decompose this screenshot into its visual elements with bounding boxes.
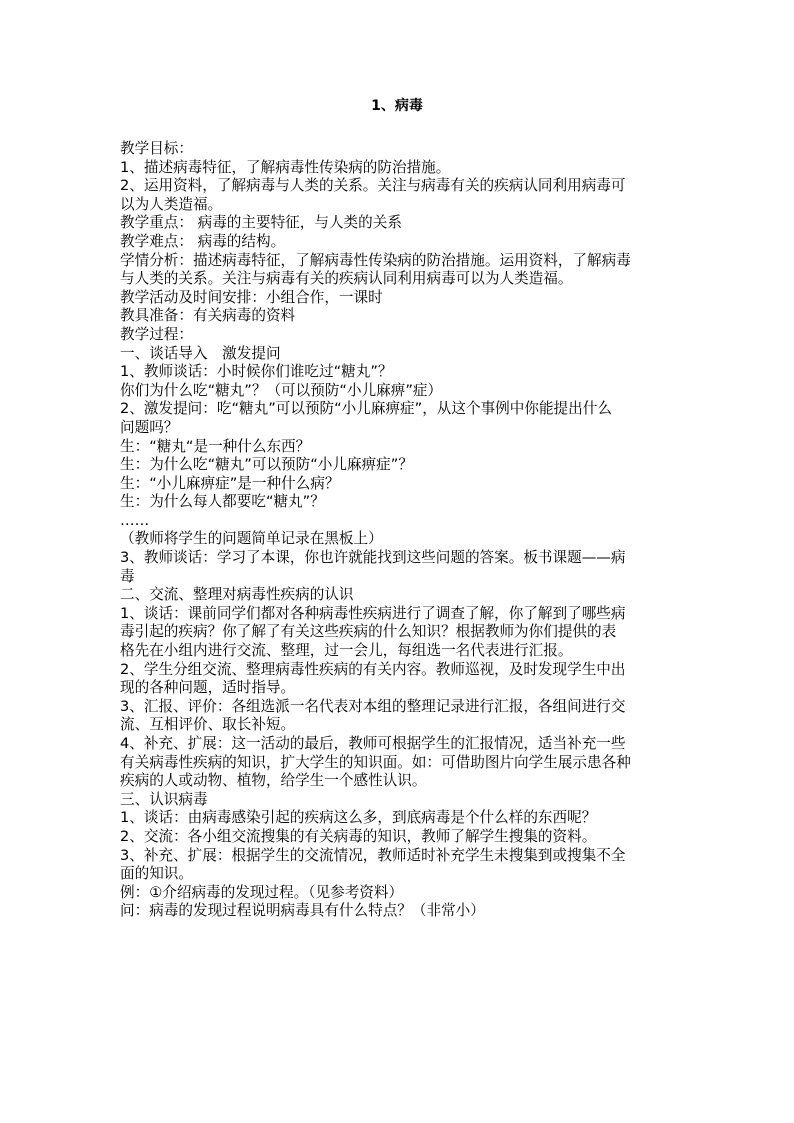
text-line: 2、激发提问：吃“糖丸”可以预防“小儿麻痹症”，从这个事例中你能提出什么 <box>120 400 612 418</box>
text-line: 生：为什么每人都要吃“糖丸”？ <box>120 493 325 511</box>
text-line: 流、互相评价、取长补短。 <box>120 716 296 734</box>
text-line: 2、运用资料，了解病毒与人类的关系。关注与病毒有关的疾病认同利用病毒可 <box>120 177 626 195</box>
text-line: 1、谈话：由病毒感染引起的疾病这么多，到底病毒是个什么样的东西呢？ <box>120 809 597 827</box>
text-line: 学情分析：描述病毒特征，了解病毒性传染病的防治措施。运用资料，了解病毒 <box>120 251 631 269</box>
text-line: 疾病的人或动物、植物，给学生一个感性认识。 <box>120 772 427 790</box>
text-line: 1、谈话：课前同学们都对各种病毒性疾病进行了调查了解，你了解到了哪些病 <box>120 604 626 622</box>
text-line: 教学活动及时间安排：小组合作，一课时 <box>120 288 383 306</box>
text-line: 有关病毒性疾病的知识，扩大学生的知识面。如：可借助图片向学生展示患各种 <box>120 753 631 771</box>
text-line: 2、交流：各小组交流搜集的有关病毒的知识，教师了解学生搜集的资料。 <box>120 827 597 845</box>
text-line: 问：病毒的发现过程说明病毒具有什么特点？（非常小） <box>120 902 485 920</box>
text-line: 问题吗？ <box>120 418 179 436</box>
document-body <box>120 140 680 921</box>
text-line: 你们为什么吃“糖丸”？（可以预防“小儿麻痹”症） <box>120 381 443 399</box>
text-line: …… <box>120 511 150 529</box>
text-line: 与人类的关系。关注与病毒有关的疾病认同利用病毒可以为人类造福。 <box>120 270 573 288</box>
text-line: 生：“糖丸“是一种什么东西？ <box>120 437 311 455</box>
text-line: 教学难点： 病毒的结构。 <box>120 232 286 250</box>
text-line: 教学过程： <box>120 325 193 343</box>
text-line: 生：为什么吃“糖丸”可以预防“小儿麻痹症”？ <box>120 456 413 474</box>
text-line: 面的知识。 <box>120 865 193 883</box>
text-line: 一、谈话导入 激发提问 <box>120 344 281 362</box>
text-line: 4、补充、扩展：这一活动的最后，教师可根据学生的汇报情况，适当补充一些 <box>120 735 626 752</box>
text-line: 1、描述病毒特征，了解病毒性传染病的防治措施。 <box>120 158 451 176</box>
document-title: 1、病毒 <box>371 98 423 114</box>
text-line: 1、教师谈话：小时候你们谁吃过“糖丸”？ <box>120 363 393 381</box>
text-line: 现的各种问题，适时指导。 <box>120 679 296 697</box>
text-line: 3、补充、扩展：根据学生的交流情况，教师适时补充学生未搜集到或搜集不全 <box>120 846 626 864</box>
text-line: 3、汇报、评价：各组选派一名代表对本组的整理记录进行汇报，各组间进行交 <box>120 697 626 715</box>
text-line: 毒 <box>120 567 135 585</box>
text-line: 二、交流、整理对病毒性疾病的认识 <box>120 586 354 604</box>
text-line: 3、教师谈话：学习了本课，你也许就能找到这些问题的答案。板书课题——病 <box>120 549 626 567</box>
text-line: 毒引起的疾病？你了解了有关这些疾病的什么知识？根据教师为你们提供的表 <box>120 623 617 641</box>
text-line: 生：“小儿麻痹症”是一种什么病？ <box>120 474 340 492</box>
text-line: 格先在小组内进行交流、整理，过一会儿，每组选一名代表进行汇报。 <box>120 642 573 660</box>
text-line: 以为人类造福。 <box>120 195 223 213</box>
text-line: 教学目标： <box>120 140 193 157</box>
text-line: 2、学生分组交流、整理病毒性疾病的有关内容。教师巡视，及时发现学生中出 <box>120 660 626 678</box>
text-line: 教具准备：有关病毒的资料 <box>120 307 296 325</box>
text-line: 三、认识病毒 <box>120 790 208 808</box>
text-line: 例：①介绍病毒的发现过程。（见参考资料） <box>120 883 404 901</box>
text-line: （教师将学生的问题简单记录在黑板上） <box>120 530 383 548</box>
text-line: 教学重点： 病毒的主要特征，与人类的关系 <box>120 214 402 232</box>
